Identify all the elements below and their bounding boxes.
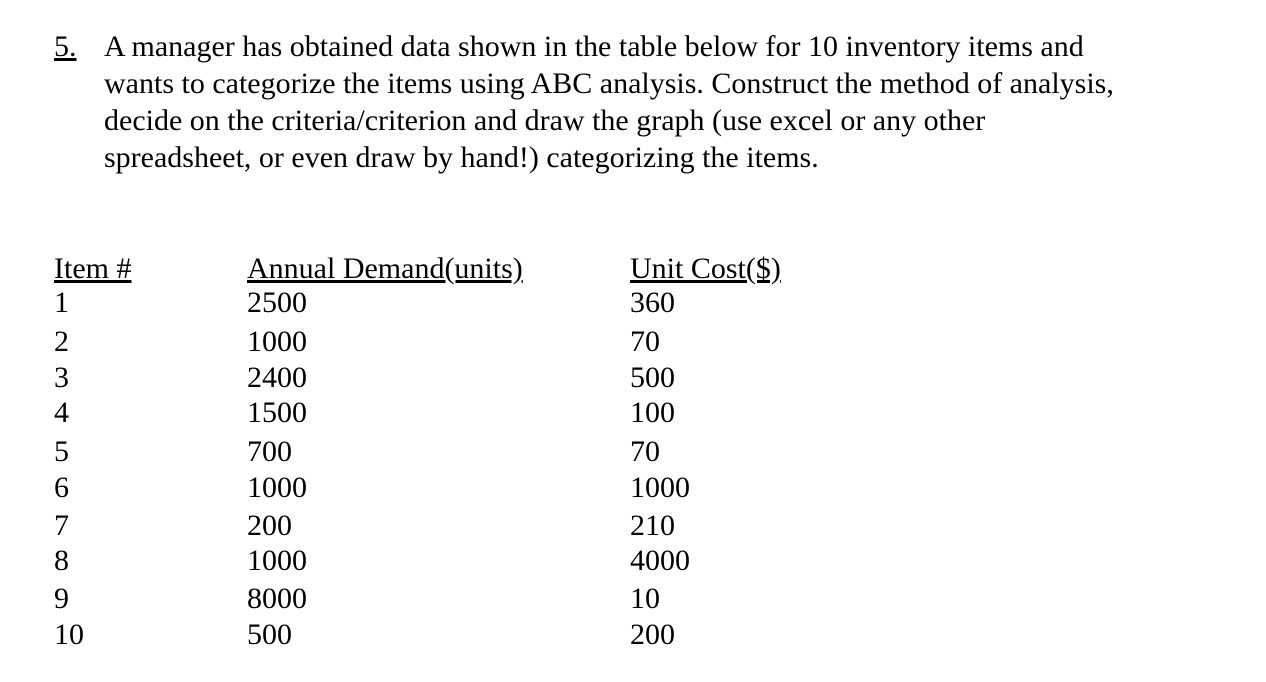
question-line: spreadsheet, or even draw by hand!) categorizing the items.: [104, 141, 819, 174]
cell-demand: 1000: [247, 544, 307, 577]
cell-unit-cost: 500: [630, 361, 675, 394]
cell-demand: 700: [247, 435, 292, 468]
cell-item: 10: [54, 618, 84, 651]
cell-item: 9: [54, 582, 69, 615]
cell-item: 1: [54, 286, 69, 319]
cell-demand: 1000: [247, 325, 307, 358]
cell-unit-cost: 100: [630, 396, 675, 429]
cell-unit-cost: 4000: [630, 544, 690, 577]
item-column: [54, 252, 132, 651]
cell-item: 6: [54, 471, 69, 504]
question-line: decide on the criteria/criterion and draw the graph (use excel or any other: [104, 104, 986, 137]
cell-unit-cost: 210: [630, 509, 675, 542]
question-line: A manager has obtained data shown in the table below for 10 inventory items and: [104, 30, 1084, 63]
cell-demand: 2500: [247, 286, 307, 319]
cell-item: 3: [54, 361, 69, 394]
cell-unit-cost: 70: [630, 435, 660, 468]
question-number: 5.: [54, 30, 77, 63]
cell-demand: 8000: [247, 582, 307, 615]
cell-item: 7: [54, 509, 69, 542]
cell-item: 8: [54, 544, 69, 577]
demand-column: [247, 252, 523, 651]
header-annual-demand: Annual Demand(units): [247, 252, 523, 285]
cell-item: 4: [54, 396, 69, 429]
cell-demand: 1500: [247, 396, 307, 429]
cell-demand: 1000: [247, 471, 307, 504]
cell-demand: 200: [247, 509, 292, 542]
question-line: wants to categorize the items using ABC analysis. Construct the method of analysis,: [104, 67, 1114, 100]
question-block: [54, 28, 1244, 176]
cell-unit-cost: 10: [630, 582, 660, 615]
cell-unit-cost: 360: [630, 286, 675, 319]
cell-item: 5: [54, 435, 69, 468]
cell-demand: 500: [247, 618, 292, 651]
cell-unit-cost: 1000: [630, 471, 690, 504]
cell-demand: 2400: [247, 361, 307, 394]
cell-unit-cost: 70: [630, 325, 660, 358]
cell-item: 2: [54, 325, 69, 358]
cell-unit-cost: 200: [630, 618, 675, 651]
header-unit-cost: Unit Cost($): [630, 252, 781, 285]
unit-cost-column: [630, 252, 781, 651]
question-text: [104, 28, 1244, 176]
header-item: Item #: [54, 252, 132, 285]
